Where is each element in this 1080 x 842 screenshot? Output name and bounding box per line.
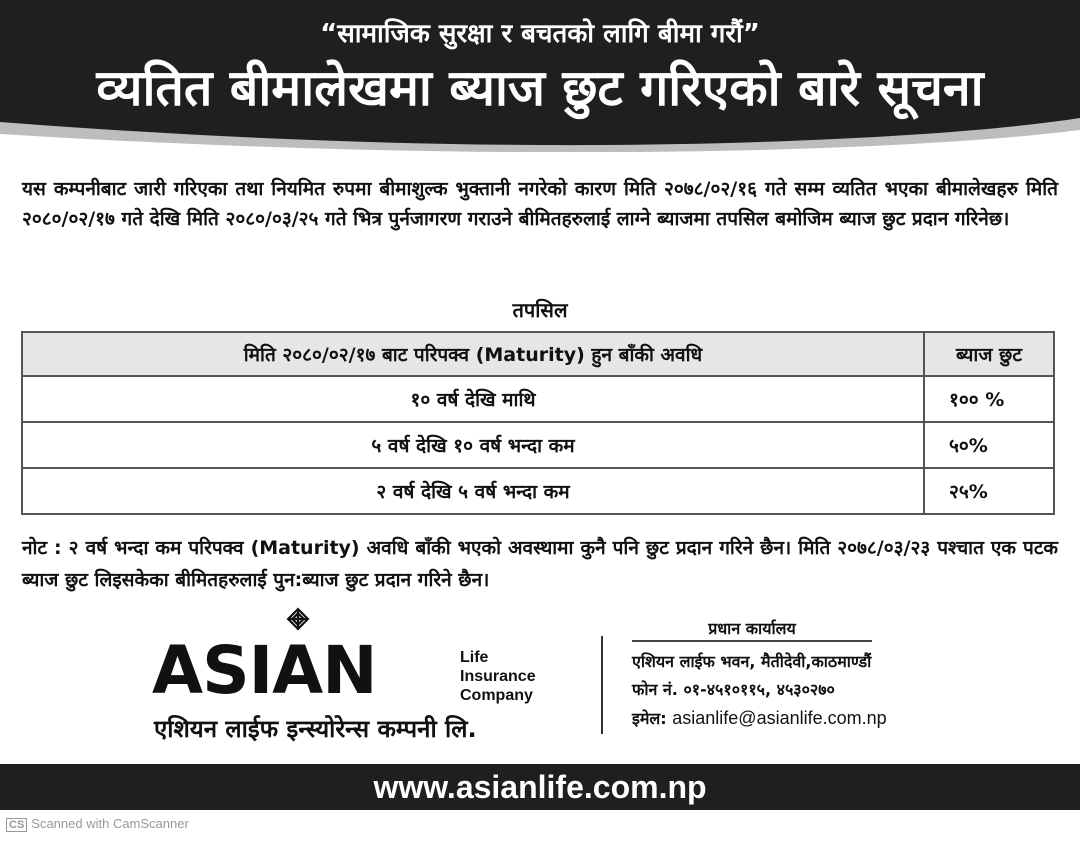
contact-block	[632, 618, 962, 733]
website-link[interactable]: www.asianlife.com.np	[373, 769, 707, 805]
column-header-discount: ब्याज छुट	[924, 332, 1054, 376]
email-label: इमेल:	[632, 709, 667, 728]
email-line	[632, 704, 962, 733]
head-office-label: प्रधान कार्यालय	[632, 618, 872, 642]
endless-knot-icon	[283, 604, 313, 634]
logo-sub-line: Life	[460, 649, 489, 666]
intro-paragraph: यस कम्पनीबाट जारी गरिएका तथा नियमित रुपमा बीमाशुल्क भुक्तानी नगरेको कारण मिति २०७८/०२/१६ गते सम्म व्यतित भएका बीमालेखहरु मिति २०८०/०२/१७ गते देखि मिति २०८०/०३/२५ गते भित्र पुर्नजागरण गराउने बीमितहरुलाई लाग्ने ब्याजमा तपसिल बमोजिम ब्याज छुट प्रदान गरिनेछ।	[22, 178, 1058, 230]
period-cell: २ वर्ष देखि ५ वर्ष भन्दा कम	[22, 468, 924, 514]
vertical-divider	[601, 636, 603, 734]
logo-sub-line: Insurance	[460, 668, 536, 685]
logo-wordmark: ASIAN	[152, 632, 377, 709]
slogan: “सामाजिक सुरक्षा र बचतको लागि बीमा गरौं”	[320, 19, 760, 49]
period-cell: १० वर्ष देखि माथि	[22, 376, 924, 422]
scanner-watermark	[6, 816, 189, 832]
logo-subtitle	[460, 648, 536, 705]
note-paragraph: नोट : २ वर्ष भन्दा कम परिपक्व (Maturity) अवधि बाँकी भएको अवस्थामा कुनै पनि छुट प्रदान गरिने छैन। मिति २०७८/०३/२३ पश्चात एक पटक ब्याज छुट लिइसकेका बीमितहरुलाई पुन:ब्याज छुट प्रदान गरिने छैन।	[22, 537, 1058, 591]
camscanner-icon: CS	[6, 818, 27, 832]
page-title: व्यतित बीमालेखमा ब्याज छुट गरिएको बारे सूचना	[96, 59, 984, 117]
period-cell: ५ वर्ष देखि १० वर्ष भन्दा कम	[22, 422, 924, 468]
table-header-row	[22, 332, 1054, 376]
table-row	[22, 422, 1054, 468]
table-title: तपसिल	[512, 298, 568, 322]
discount-table	[21, 331, 1055, 515]
phone: फोन नं. ०१-४५१०११५, ४५३०२७०	[632, 680, 835, 699]
discount-cell: १०० %	[924, 376, 1054, 422]
column-header-period: मिति २०८०/०२/१७ बाट परिपक्व (Maturity) हुन बाँकी अवधि	[22, 332, 924, 376]
company-name-nepali: एशियन लाईफ इन्स्योरेन्स कम्पनी लि.	[154, 715, 477, 743]
footer-banner	[0, 764, 1080, 810]
table-row	[22, 468, 1054, 514]
address: एशियन लाईफ भवन, मैतीदेवी,काठमाण्डौं	[632, 652, 872, 671]
company-logo	[148, 604, 578, 744]
header-banner	[0, 0, 1080, 152]
logo-sub-line: Company	[460, 687, 533, 704]
table-row	[22, 376, 1054, 422]
discount-cell: २५%	[924, 468, 1054, 514]
scanner-text: Scanned with CamScanner	[31, 816, 189, 831]
email-link[interactable]: asianlife@asianlife.com.np	[672, 708, 887, 728]
discount-cell: ५०%	[924, 422, 1054, 468]
